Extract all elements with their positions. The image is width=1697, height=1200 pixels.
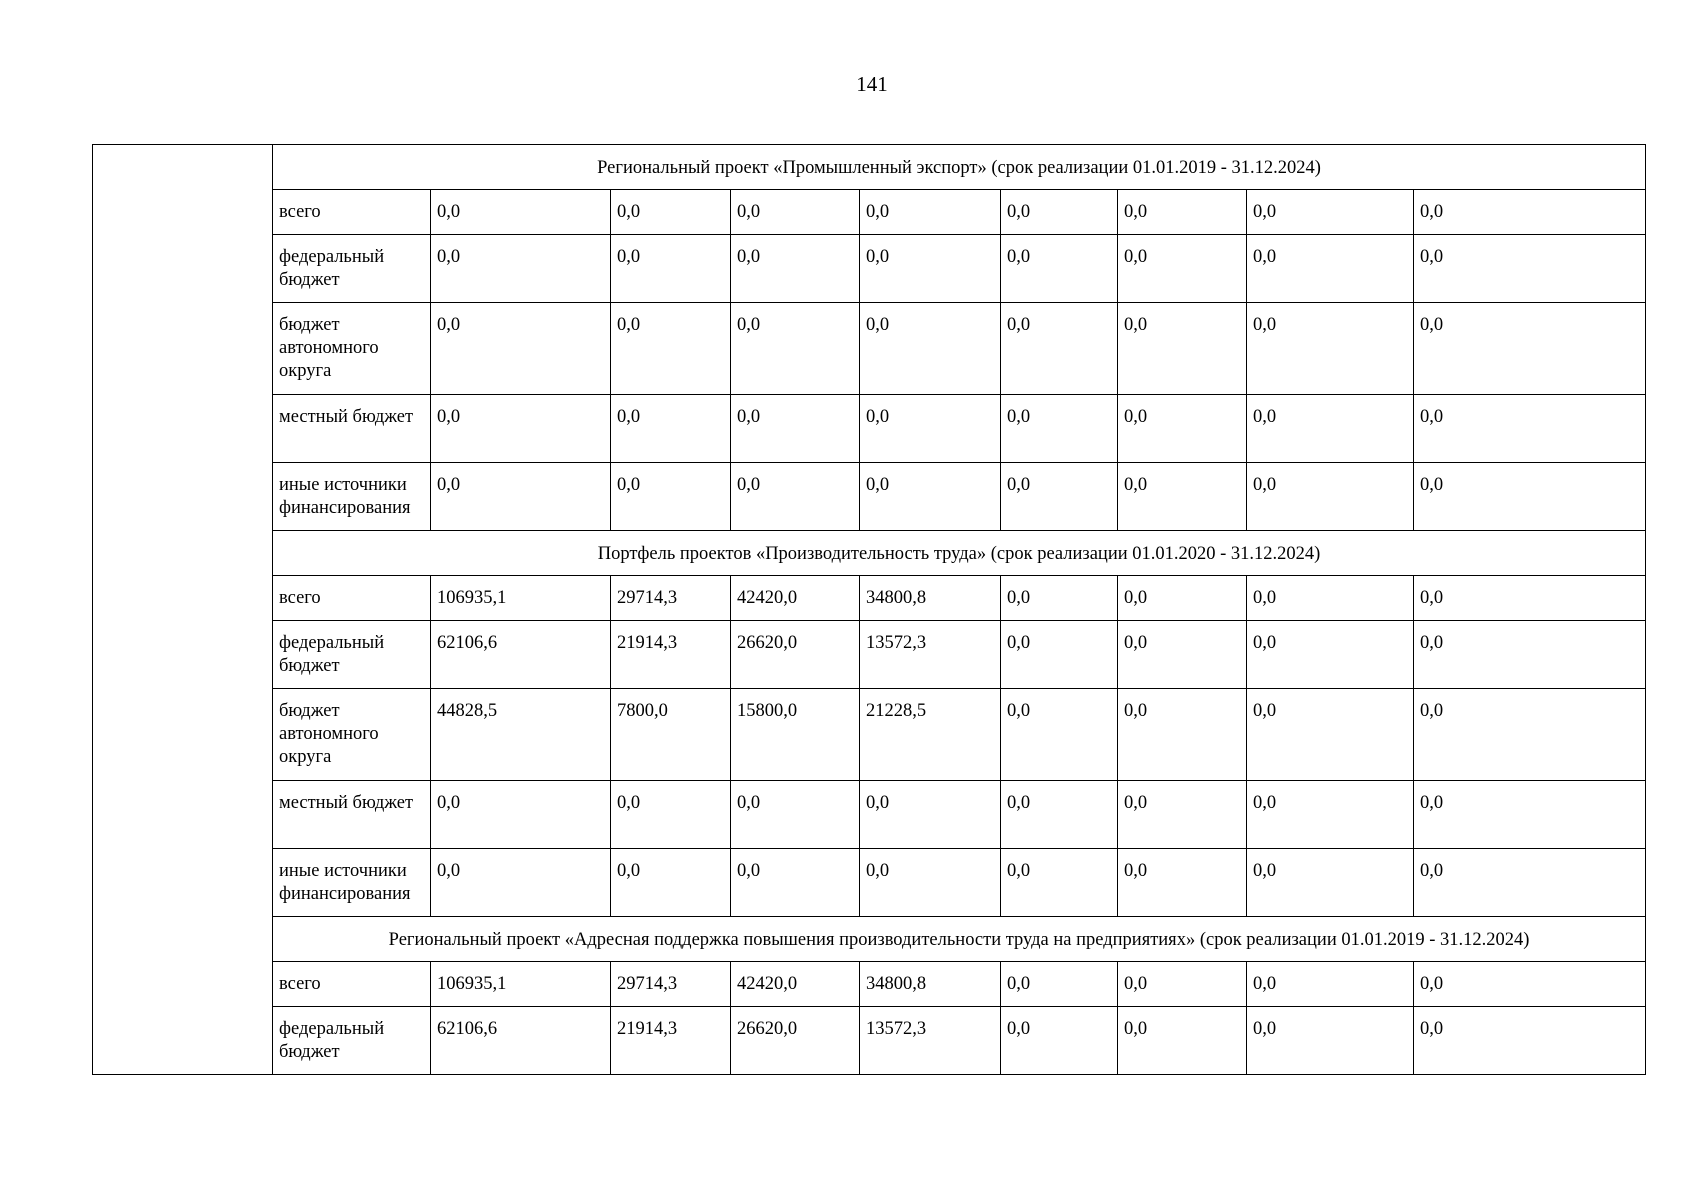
cell-value: 0,0 — [1118, 395, 1247, 463]
cell-value: 0,0 — [1414, 235, 1646, 303]
cell-value: 0,0 — [1118, 689, 1247, 781]
cell-value: 0,0 — [1414, 395, 1646, 463]
cell-value: 0,0 — [1247, 781, 1414, 849]
cell-value: 0,0 — [1414, 1007, 1646, 1075]
table-row — [93, 576, 1646, 621]
cell-value: 0,0 — [1001, 849, 1118, 917]
cell-value: 0,0 — [1247, 303, 1414, 395]
cell-value: 0,0 — [1118, 1007, 1247, 1075]
row-label: федеральный бюджет — [273, 1007, 431, 1075]
cell-value: 0,0 — [1247, 190, 1414, 235]
cell-value: 0,0 — [860, 463, 1001, 531]
cell-value: 0,0 — [1247, 463, 1414, 531]
cell-value: 0,0 — [611, 463, 731, 531]
cell-value: 0,0 — [1414, 576, 1646, 621]
cell-value: 0,0 — [1001, 689, 1118, 781]
cell-value: 13572,3 — [860, 621, 1001, 689]
cell-value: 0,0 — [611, 235, 731, 303]
cell-value: 0,0 — [431, 190, 611, 235]
cell-value: 0,0 — [611, 395, 731, 463]
cell-value: 62106,6 — [431, 1007, 611, 1075]
cell-value: 0,0 — [731, 303, 860, 395]
cell-value: 0,0 — [1247, 849, 1414, 917]
row-label: иные источники финансирования — [273, 463, 431, 531]
cell-value: 0,0 — [1001, 781, 1118, 849]
cell-value: 0,0 — [431, 463, 611, 531]
row-label: иные источники финансирования — [273, 849, 431, 917]
cell-value: 0,0 — [1001, 1007, 1118, 1075]
cell-value: 0,0 — [1247, 1007, 1414, 1075]
row-label: всего — [273, 190, 431, 235]
cell-value: 0,0 — [611, 190, 731, 235]
cell-value: 0,0 — [1414, 463, 1646, 531]
table-row — [93, 849, 1646, 917]
table-row — [93, 463, 1646, 531]
cell-value: 29714,3 — [611, 962, 731, 1007]
cell-value: 44828,5 — [431, 689, 611, 781]
cell-value: 0,0 — [1118, 621, 1247, 689]
cell-value: 0,0 — [1414, 621, 1646, 689]
cell-value: 0,0 — [1247, 235, 1414, 303]
cell-value: 13572,3 — [860, 1007, 1001, 1075]
table-row — [93, 303, 1646, 395]
cell-value: 0,0 — [1118, 190, 1247, 235]
table-row — [93, 190, 1646, 235]
table-row — [93, 235, 1646, 303]
cell-value: 0,0 — [431, 303, 611, 395]
cell-value: 0,0 — [1001, 235, 1118, 303]
cell-value: 0,0 — [1414, 781, 1646, 849]
cell-value: 0,0 — [1247, 576, 1414, 621]
section-header-row — [93, 145, 1646, 190]
cell-value: 0,0 — [1001, 395, 1118, 463]
cell-value: 0,0 — [1001, 303, 1118, 395]
cell-value: 21228,5 — [860, 689, 1001, 781]
cell-value: 0,0 — [1247, 621, 1414, 689]
budget-table — [92, 144, 1646, 1075]
row-label: бюджет автономного округа — [273, 689, 431, 781]
table-row — [93, 781, 1646, 849]
page-number: 141 — [856, 72, 888, 96]
table-row — [93, 395, 1646, 463]
cell-value: 0,0 — [1118, 235, 1247, 303]
cell-value: 0,0 — [1247, 689, 1414, 781]
cell-value: 0,0 — [1001, 190, 1118, 235]
row-label: местный бюджет — [273, 395, 431, 463]
cell-value: 0,0 — [1118, 962, 1247, 1007]
table-row — [93, 1007, 1646, 1075]
cell-value: 0,0 — [731, 395, 860, 463]
table-row — [93, 962, 1646, 1007]
table-row — [93, 689, 1646, 781]
cell-value: 0,0 — [860, 781, 1001, 849]
section-title: Региональный проект «Адресная поддержка повышения производительности труда на предприятиях» (срок реализации 01.01.2019 - 31.12.2024) — [273, 917, 1646, 962]
cell-value: 0,0 — [1118, 849, 1247, 917]
cell-value: 0,0 — [1118, 463, 1247, 531]
section-title: Портфель проектов «Производительность труда» (срок реализации 01.01.2020 - 31.12.2024) — [273, 531, 1646, 576]
cell-value: 7800,0 — [611, 689, 731, 781]
cell-value: 0,0 — [1001, 962, 1118, 1007]
row-label: всего — [273, 576, 431, 621]
cell-value: 0,0 — [431, 395, 611, 463]
cell-value: 0,0 — [1414, 689, 1646, 781]
cell-value: 29714,3 — [611, 576, 731, 621]
cell-value: 0,0 — [1118, 576, 1247, 621]
cell-value: 0,0 — [860, 190, 1001, 235]
cell-value: 106935,1 — [431, 576, 611, 621]
cell-value: 0,0 — [1414, 849, 1646, 917]
cell-value: 0,0 — [731, 235, 860, 303]
cell-value: 0,0 — [1001, 576, 1118, 621]
row-label: федеральный бюджет — [273, 621, 431, 689]
empty-left-column — [93, 145, 273, 1075]
cell-value: 0,0 — [860, 849, 1001, 917]
cell-value: 0,0 — [431, 849, 611, 917]
row-label: местный бюджет — [273, 781, 431, 849]
cell-value: 0,0 — [1414, 962, 1646, 1007]
table-row — [93, 621, 1646, 689]
cell-value: 0,0 — [431, 781, 611, 849]
cell-value: 0,0 — [1001, 621, 1118, 689]
cell-value: 0,0 — [611, 303, 731, 395]
section-header-row — [93, 531, 1646, 576]
cell-value: 0,0 — [431, 235, 611, 303]
cell-value: 62106,6 — [431, 621, 611, 689]
cell-value: 34800,8 — [860, 576, 1001, 621]
cell-value: 0,0 — [731, 463, 860, 531]
cell-value: 26620,0 — [731, 621, 860, 689]
cell-value: 26620,0 — [731, 1007, 860, 1075]
cell-value: 0,0 — [860, 235, 1001, 303]
cell-value: 0,0 — [860, 303, 1001, 395]
cell-value: 0,0 — [1247, 962, 1414, 1007]
cell-value: 21914,3 — [611, 1007, 731, 1075]
cell-value: 0,0 — [611, 781, 731, 849]
cell-value: 0,0 — [1118, 303, 1247, 395]
cell-value: 21914,3 — [611, 621, 731, 689]
cell-value: 15800,0 — [731, 689, 860, 781]
row-label: всего — [273, 962, 431, 1007]
row-label: федеральный бюджет — [273, 235, 431, 303]
cell-value: 42420,0 — [731, 962, 860, 1007]
cell-value: 34800,8 — [860, 962, 1001, 1007]
section-title: Региональный проект «Промышленный экспорт» (срок реализации 01.01.2019 - 31.12.2024) — [273, 145, 1646, 190]
cell-value: 0,0 — [731, 781, 860, 849]
cell-value: 0,0 — [1414, 190, 1646, 235]
cell-value: 0,0 — [731, 190, 860, 235]
cell-value: 0,0 — [1247, 395, 1414, 463]
cell-value: 0,0 — [1001, 463, 1118, 531]
section-header-row — [93, 917, 1646, 962]
row-label: бюджет автономного округа — [273, 303, 431, 395]
cell-value: 0,0 — [611, 849, 731, 917]
cell-value: 42420,0 — [731, 576, 860, 621]
cell-value: 0,0 — [1118, 781, 1247, 849]
cell-value: 106935,1 — [431, 962, 611, 1007]
cell-value: 0,0 — [731, 849, 860, 917]
cell-value: 0,0 — [860, 395, 1001, 463]
cell-value: 0,0 — [1414, 303, 1646, 395]
